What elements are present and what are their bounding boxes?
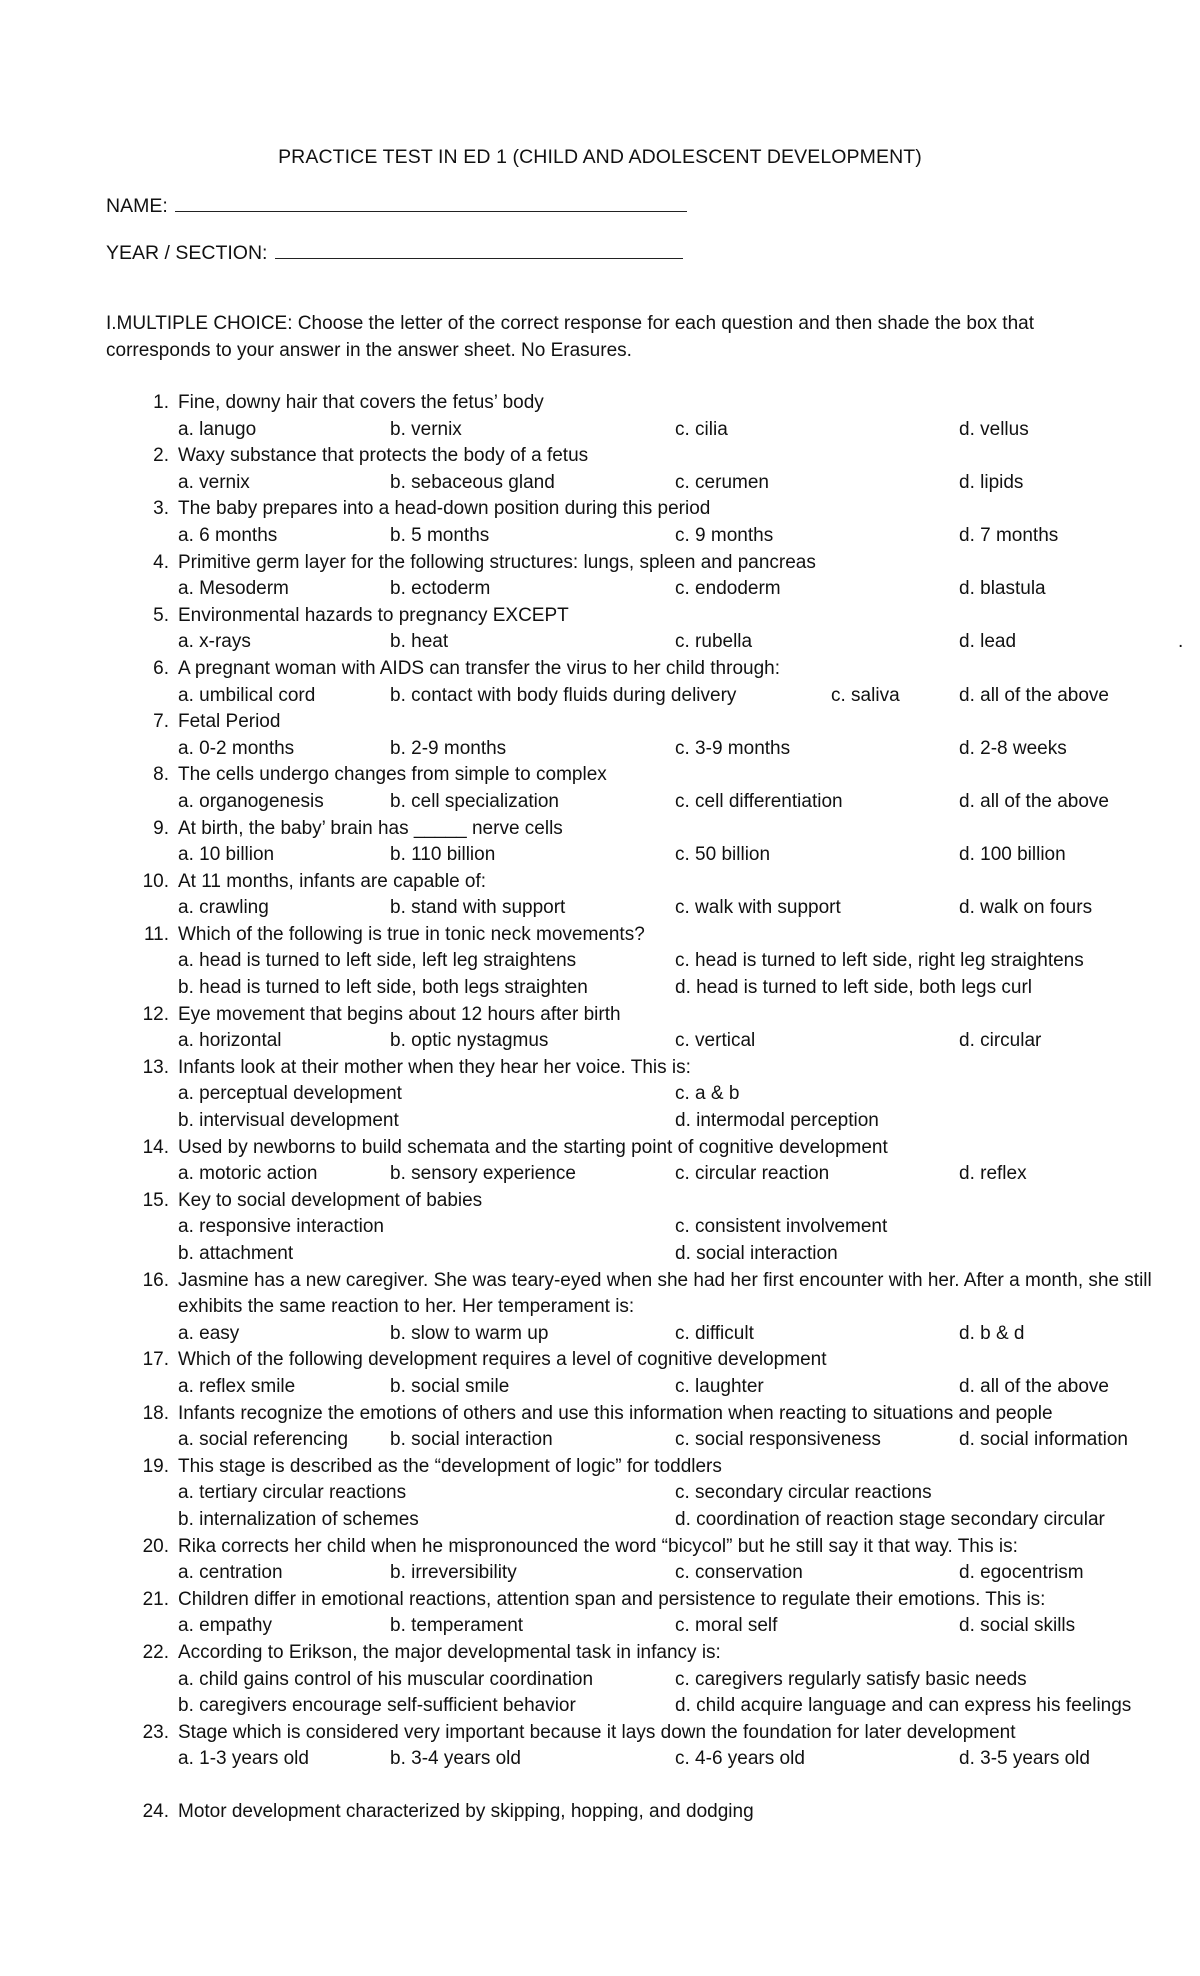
answer-option: d. 100 billion — [959, 844, 1066, 866]
answer-option: a. 6 months — [178, 524, 278, 546]
question-item — [106, 1347, 1166, 1400]
answer-option: a. head is turned to left side, left leg straightens — [178, 950, 577, 972]
answer-option: c. endoderm — [675, 578, 781, 600]
answer-option: d. 7 months — [959, 524, 1059, 546]
answer-options-row — [178, 1560, 1166, 1587]
question-number: 11. — [143, 923, 169, 945]
section-label: YEAR / SECTION: — [106, 242, 268, 264]
answer-options-row — [178, 1667, 1166, 1694]
answer-option: a. vernix — [178, 471, 250, 493]
question-number: 14. — [142, 1136, 169, 1158]
question-stem — [106, 709, 1166, 736]
answer-option: c. 50 billion — [675, 844, 771, 866]
answer-option: b. stand with support — [390, 897, 566, 919]
answer-option: b. sebaceous gland — [390, 471, 555, 493]
answer-option: c. cell differentiation — [675, 790, 843, 812]
question-number: 4. — [153, 551, 169, 573]
answer-option: b. vernix — [390, 418, 462, 440]
answer-option: b. optic nystagmus — [390, 1030, 549, 1052]
question-item — [106, 1454, 1166, 1534]
answer-option: d. blastula — [959, 578, 1046, 600]
spacer — [106, 1773, 1166, 1799]
answer-option: b. internalization of schemes — [178, 1508, 419, 1530]
question-text: At 11 months, infants are capable of: — [178, 870, 487, 892]
answer-option: d. social information — [959, 1429, 1128, 1451]
question-item — [106, 709, 1166, 762]
instructions-text: I.MULTIPLE CHOICE: Choose the letter of the correct response for each question and then shade the box that corresponds to your answer in the answer sheet. No Erasures. — [106, 313, 1034, 361]
question-text: Used by newborns to build schemata and the starting point of cognitive development — [178, 1136, 888, 1158]
answer-option: b. sensory experience — [390, 1163, 576, 1185]
question-text: According to Erikson, the major developmental task in infancy is: — [178, 1641, 721, 1663]
question-number: 8. — [153, 764, 169, 786]
question-stem — [106, 1454, 1166, 1481]
answer-option: c. saliva — [831, 684, 900, 706]
question-number: 24. — [142, 1800, 169, 1822]
answer-option: d. vellus — [959, 418, 1029, 440]
answer-option: c. a & b — [675, 1083, 740, 1105]
answer-options-row — [178, 1161, 1166, 1188]
answer-option: b. irreversibility — [390, 1562, 517, 1584]
question-list — [106, 390, 1184, 1825]
question-item — [106, 1720, 1166, 1773]
question-item — [106, 550, 1166, 603]
question-item — [106, 1055, 1166, 1135]
answer-option: a. 10 billion — [178, 844, 275, 866]
answer-options-row — [178, 1427, 1166, 1454]
question-number: 7. — [153, 711, 169, 733]
answer-option: b. 3-4 years old — [390, 1748, 521, 1770]
question-text: Fine, downy hair that covers the fetus’ body — [178, 392, 544, 413]
name-blank-line — [175, 193, 687, 212]
answer-options-row — [178, 736, 1166, 763]
question-stem — [106, 603, 1166, 630]
question-item — [106, 816, 1166, 869]
question-item — [106, 1799, 1166, 1826]
question-item — [106, 496, 1166, 549]
question-text: Stage which is considered very important because it lays down the foundation for later development — [178, 1721, 1016, 1743]
answer-option: d. social interaction — [675, 1243, 838, 1264]
question-stem — [106, 1799, 1166, 1826]
answer-option: c. 4-6 years old — [675, 1748, 805, 1770]
question-item — [106, 1188, 1166, 1268]
answer-option: a. 1-3 years old — [178, 1748, 309, 1770]
question-number: 9. — [153, 817, 169, 839]
answer-options-row — [178, 1507, 1166, 1534]
question-text: Primitive germ layer for the following structures: lungs, spleen and pancreas — [178, 551, 816, 573]
question-number: 23. — [142, 1721, 169, 1743]
question-stem — [106, 1347, 1166, 1374]
question-number: 20. — [142, 1535, 169, 1557]
question-number: 22. — [142, 1641, 169, 1663]
question-item — [106, 1401, 1166, 1454]
question-stem — [106, 1587, 1166, 1614]
answer-option: b. cell specialization — [390, 790, 559, 812]
answer-option: b. ectoderm — [390, 578, 491, 600]
question-number: 6. — [153, 657, 169, 679]
question-stem — [106, 496, 1166, 523]
question-number: 2. — [153, 445, 169, 467]
answer-option: c. moral self — [675, 1615, 778, 1637]
answer-option: d. reflex — [959, 1163, 1027, 1185]
answer-option: c. walk with support — [675, 897, 841, 919]
question-stem — [106, 1720, 1166, 1747]
answer-options-row — [178, 1321, 1166, 1348]
answer-option: d. lead — [959, 631, 1017, 653]
question-text: Children differ in emotional reactions, attention span and persistence to regulate their emotions. This is: — [178, 1588, 1046, 1610]
answer-options-row — [178, 842, 1166, 869]
answer-option: d. child acquire language and can express his feelings — [675, 1695, 1132, 1717]
question-stem — [106, 1534, 1166, 1561]
question-text: At birth, the baby’ brain has _____ nerve cells — [178, 817, 563, 839]
answer-option: c. secondary circular reactions — [675, 1482, 932, 1504]
answer-option: c. social responsiveness — [675, 1429, 881, 1451]
trailing-mark: . — [1178, 631, 1184, 653]
answer-option: d. all of the above — [959, 790, 1109, 812]
answer-option: b. temperament — [390, 1615, 524, 1637]
answer-options-row — [178, 1613, 1166, 1640]
answer-option: d. social skills — [959, 1615, 1076, 1637]
answer-options-row — [178, 1241, 1166, 1268]
answer-option: c. conservation — [675, 1562, 803, 1584]
question-stem — [106, 1188, 1166, 1215]
question-number: 17. — [142, 1349, 169, 1371]
answer-option: d. intermodal perception — [675, 1110, 879, 1132]
name-label: NAME: — [106, 195, 168, 217]
answer-option: c. consistent involvement — [675, 1216, 888, 1238]
question-text: This stage is described as the “development of logic” for toddlers — [178, 1455, 722, 1477]
answer-options-row — [178, 576, 1166, 603]
answer-option: c. rubella — [675, 631, 753, 653]
answer-option: a. horizontal — [178, 1030, 282, 1052]
answer-option: d. 2-8 weeks — [959, 737, 1067, 759]
answer-option: a. reflex smile — [178, 1375, 296, 1397]
question-stem — [106, 816, 1166, 843]
answer-option: c. caregivers regularly satisfy basic needs — [675, 1668, 1027, 1690]
answer-option: b. heat — [390, 631, 449, 653]
answer-option: b. caregivers encourage self-sufficient behavior — [178, 1695, 576, 1717]
answer-options-row — [178, 1214, 1166, 1241]
question-text: Infants recognize the emotions of others and use this information when reacting to situations and people — [178, 1402, 1053, 1424]
answer-option: b. intervisual development — [178, 1110, 399, 1132]
answer-option: a. x-rays — [178, 631, 251, 653]
question-number: 21. — [142, 1588, 169, 1610]
question-stem — [106, 869, 1166, 896]
question-stem — [106, 1055, 1166, 1082]
question-stem — [106, 922, 1166, 949]
question-number: 15. — [142, 1189, 169, 1211]
answer-option: d. circular — [959, 1030, 1042, 1052]
question-item — [106, 1002, 1166, 1055]
answer-option: c. 9 months — [675, 524, 774, 546]
answer-option: c. difficult — [675, 1322, 754, 1344]
answer-option: d. walk on fours — [959, 897, 1093, 919]
answer-option: a. Mesoderm — [178, 578, 289, 600]
answer-option: b. 5 months — [390, 524, 490, 546]
question-item — [106, 1640, 1166, 1720]
question-stem — [106, 1401, 1166, 1428]
question-stem — [106, 390, 1166, 417]
answer-options-row — [178, 523, 1166, 550]
answer-option: d. all of the above — [959, 684, 1109, 706]
answer-options-row — [178, 1081, 1166, 1108]
answer-options-row — [178, 1108, 1166, 1135]
answer-options-row — [178, 948, 1166, 975]
answer-option: b. head is turned to left side, both legs straighten — [178, 977, 588, 999]
question-stem — [106, 1135, 1166, 1162]
question-item — [106, 869, 1166, 922]
answer-option: d. head is turned to left side, both legs curl — [675, 977, 1032, 999]
answer-option: a. perceptual development — [178, 1083, 402, 1105]
answer-option: a. 0-2 months — [178, 737, 295, 759]
answer-options-row — [178, 629, 1184, 656]
question-text: Which of the following is true in tonic neck movements? — [178, 923, 645, 945]
answer-option: c. cilia — [675, 418, 728, 440]
question-text: Waxy substance that protects the body of a fetus — [178, 445, 589, 467]
answer-option: a. child gains control of his muscular coordination — [178, 1668, 594, 1690]
question-text: Fetal Period — [178, 711, 281, 733]
question-text: Rika corrects her child when he mispronounced the word “bicycol” but he still say it that way. This is: — [178, 1535, 1018, 1557]
answer-option: a. tertiary circular reactions — [178, 1482, 407, 1504]
question-item — [106, 1534, 1166, 1587]
answer-option: d. lipids — [959, 471, 1024, 493]
question-text: The cells undergo changes from simple to complex — [178, 764, 607, 786]
name-field — [106, 193, 687, 218]
answer-option: a. motoric action — [178, 1163, 318, 1185]
question-number: 5. — [153, 604, 169, 626]
question-text: Infants look at their mother when they hear her voice. This is: — [178, 1056, 691, 1078]
answer-option: c. laughter — [675, 1375, 764, 1397]
question-text: A pregnant woman with AIDS can transfer the virus to her child through: — [178, 657, 780, 679]
question-number: 10. — [142, 870, 169, 892]
answer-option: d. 3-5 years old — [959, 1748, 1090, 1770]
question-item — [106, 656, 1166, 709]
answer-option: a. centration — [178, 1562, 283, 1584]
answer-option: c. 3-9 months — [675, 737, 791, 759]
question-stem — [106, 762, 1166, 789]
question-number: 18. — [142, 1402, 169, 1424]
answer-option: d. all of the above — [959, 1375, 1109, 1397]
question-text: Eye movement that begins about 12 hours after birth — [178, 1003, 621, 1025]
answer-option: d. egocentrism — [959, 1562, 1084, 1584]
question-stem — [106, 1002, 1166, 1029]
answer-option: a. responsive interaction — [178, 1216, 384, 1238]
question-item — [106, 443, 1166, 496]
question-text: The baby prepares into a head-down position during this period — [178, 498, 711, 520]
answer-options-row — [178, 789, 1166, 816]
question-text: Environmental hazards to pregnancy EXCEPT — [178, 604, 569, 626]
page-title: PRACTICE TEST IN ED 1 (CHILD AND ADOLESCENT DEVELOPMENT) — [278, 146, 922, 168]
question-text: Key to social development of babies — [178, 1189, 483, 1211]
answer-options-row — [178, 417, 1166, 444]
question-text: Which of the following development requires a level of cognitive development — [178, 1349, 827, 1371]
answer-option: b. slow to warm up — [390, 1322, 549, 1344]
answer-option: d. b & d — [959, 1322, 1025, 1344]
question-item — [106, 390, 1166, 443]
answer-option: b. 2-9 months — [390, 737, 507, 759]
question-item — [106, 1135, 1166, 1188]
answer-option: a. empathy — [178, 1615, 272, 1637]
question-stem — [106, 1640, 1166, 1667]
answer-option: a. organogenesis — [178, 790, 324, 812]
answer-options-row — [178, 895, 1166, 922]
answer-option: b. contact with body fluids during delivery — [390, 684, 737, 706]
answer-options-row — [178, 1374, 1166, 1401]
answer-options-row — [178, 1693, 1166, 1720]
question-item — [106, 1268, 1166, 1348]
answer-options-row — [178, 1480, 1166, 1507]
section-blank-line — [275, 240, 683, 259]
answer-options-row — [178, 1028, 1166, 1055]
question-number: 1. — [153, 392, 169, 413]
answer-option: c. cerumen — [675, 471, 769, 493]
question-number: 16. — [142, 1269, 169, 1291]
question-stem — [106, 443, 1166, 470]
answer-option: a. crawling — [178, 897, 269, 919]
answer-option: b. attachment — [178, 1243, 294, 1264]
question-number: 13. — [142, 1056, 169, 1078]
answer-options-row — [178, 470, 1166, 497]
answer-option: b. 110 billion — [390, 844, 496, 866]
question-text: Jasmine has a new caregiver. She was teary-eyed when she had her first encounter with her. After a month, she still exhibits the same reaction to her. Her temperament is: — [178, 1269, 1152, 1318]
answer-option: c. circular reaction — [675, 1163, 830, 1185]
question-text: Motor development characterized by skipping, hopping, and dodging — [178, 1800, 754, 1822]
answer-option: c. head is turned to left side, right leg straightens — [675, 950, 1084, 972]
question-stem — [106, 1268, 1166, 1321]
answer-options-row — [178, 975, 1166, 1002]
question-number: 3. — [153, 498, 169, 520]
answer-option: b. social interaction — [390, 1429, 553, 1451]
answer-option: a. umbilical cord — [178, 684, 316, 706]
answer-option: a. easy — [178, 1322, 240, 1344]
section-field — [106, 240, 683, 265]
answer-option: a. lanugo — [178, 418, 257, 440]
question-stem — [106, 550, 1166, 577]
question-stem — [106, 656, 1166, 683]
answer-option: d. coordination of reaction stage secondary circular — [675, 1508, 1105, 1530]
answer-options-row — [178, 683, 1166, 710]
answer-options-row — [178, 1746, 1166, 1773]
question-number: 12. — [142, 1003, 169, 1025]
question-item — [106, 1587, 1166, 1640]
question-number: 19. — [142, 1455, 169, 1477]
answer-option: a. social referencing — [178, 1429, 349, 1451]
question-item — [106, 922, 1166, 1002]
answer-option: c. vertical — [675, 1030, 756, 1052]
question-item — [106, 762, 1166, 815]
question-item — [106, 603, 1184, 656]
answer-option: b. social smile — [390, 1375, 510, 1397]
